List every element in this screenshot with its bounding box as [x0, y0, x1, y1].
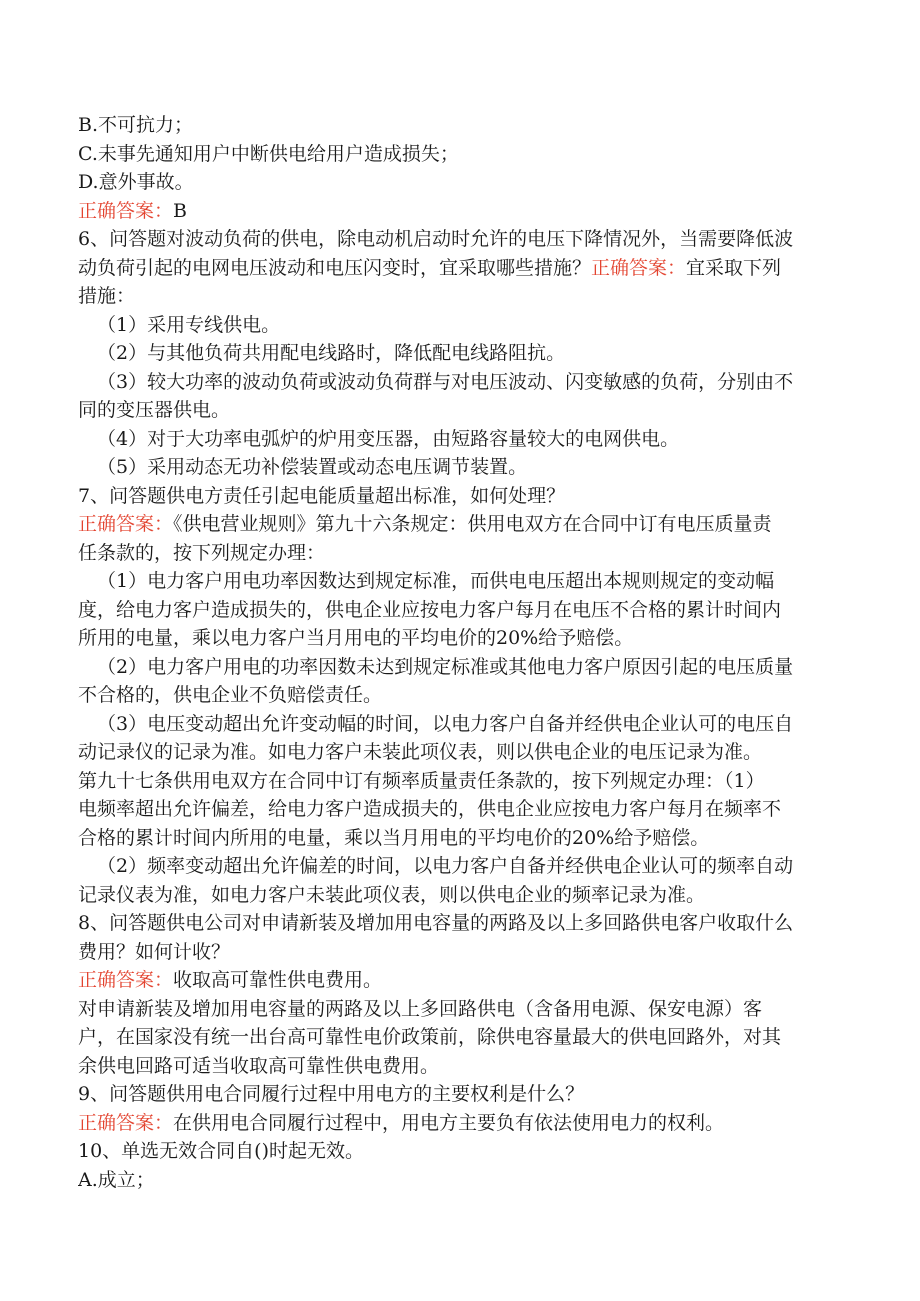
text-segment: 同的变压器供电。: [78, 399, 231, 421]
text-segment: 8、问答题供电公司对申请新装及增加用电容量的两路及以上多回路供电客户收取什么: [78, 912, 794, 934]
text-line: [78, 1137, 836, 1166]
answer-label: 正确答案：: [78, 969, 174, 991]
text-segment: 户，在国家没有统一出台高可靠性电价政策前，除供电容量最大的供电回路外，对其: [78, 1026, 782, 1048]
text-line: [78, 168, 836, 197]
text-line: [78, 824, 836, 853]
text-line: [78, 681, 836, 710]
text-segment: 宜采取下列: [686, 256, 782, 279]
text-line: [78, 339, 836, 368]
answer-label: 正确答案：: [78, 199, 174, 222]
text-segment: （5）采用动态无功补偿装置或动态电压调节装置。: [97, 456, 528, 478]
text-line: [78, 995, 836, 1024]
text-segment: 动记录仪的记录为准。如电力客户未装此项仪表，则以供电企业的电压记录为准。: [78, 741, 763, 763]
document-page: [78, 111, 836, 1194]
text-segment: D.意外事故。: [78, 171, 194, 193]
text-line: [78, 966, 836, 995]
text-segment: 收取高可靠性供电费用。: [173, 969, 383, 991]
text-segment: 合格的累计时间内所用的电量，乘以当月用电的平均电价的20%给予赔偿。: [78, 826, 710, 849]
text-line: [78, 710, 836, 739]
text-line: [78, 596, 836, 625]
text-line: [78, 567, 836, 596]
text-segment: 9、问答题供用电合同履行过程中用电方的主要权利是什么？: [78, 1083, 585, 1105]
text-line: [78, 368, 836, 397]
text-segment: 度，给电力客户造成损失的，供电企业应按电力客户每月在电压不合格的累计时间内: [78, 598, 782, 621]
text-segment: 所用的电量，乘以电力客户当月用电的平均电价的20%给予赔偿。: [78, 627, 634, 649]
text-segment: （3）电压变动超出允许变动幅的时间，以电力客户自备并经供电企业认可的电压自: [97, 712, 794, 735]
text-segment: B.不可抗力；: [78, 114, 194, 136]
text-line: [78, 282, 836, 311]
text-segment: 记录仪表为准，如电力客户未装此项仪表，则以供电企业的频率记录为准。: [78, 883, 706, 906]
text-segment: C.未事先通知用户中断供电给用户造成损失；: [78, 142, 459, 165]
text-segment: 措施：: [78, 285, 136, 307]
text-segment: （1）采用专线供电。: [97, 313, 281, 336]
text-segment: 7、问答题供电方责任引起电能质量超出标准，如何处理？: [78, 484, 566, 507]
answer-label: 正确答案：: [78, 1111, 174, 1134]
text-segment: 在供用电合同履行过程中，用电方主要负有依法使用电力的权利。: [173, 1111, 725, 1134]
text-line: [78, 624, 836, 653]
text-segment: （2）与其他负荷共用配电线路时，降低配电线路阻抗。: [97, 342, 566, 364]
text-line: [78, 852, 836, 881]
text-line: [78, 539, 836, 568]
text-line: [78, 225, 836, 254]
text-line: [78, 396, 836, 425]
text-line: [78, 938, 836, 967]
text-line: [78, 111, 836, 140]
text-segment: 余供电回路可适当收取高可靠性供电费用。: [78, 1054, 440, 1077]
text-segment: （4）对于大功率电弧炉的炉用变压器，由短路容量较大的电网供电。: [97, 427, 680, 450]
text-line: [78, 881, 836, 910]
text-line: [78, 254, 836, 283]
text-segment: 电频率超出允许偏差，给电力客户造成损夫的，供电企业应按电力客户每月在频率不: [78, 798, 782, 820]
text-line: [78, 140, 836, 169]
text-segment: （2）频率变动超出允许偏差的时间，以电力客户自备并经供电企业认可的频率自动: [97, 855, 794, 877]
text-segment: B: [173, 199, 187, 222]
text-segment: （2）电力客户用电的功率因数未达到规定标准或其他电力客户原因引起的电压质量: [97, 655, 794, 678]
text-line: [78, 1023, 836, 1052]
text-line: [78, 197, 836, 226]
text-segment: 动负荷引起的电网电压波动和电压闪变时，宜采取哪些措施？: [78, 256, 592, 279]
text-segment: 不合格的，供电企业不负赔偿责任。: [78, 684, 383, 706]
text-segment: 任条款的，按下列规定办理：: [78, 541, 326, 564]
text-segment: 10、单选无效合同自()时起无效。: [78, 1140, 365, 1162]
text-line: [78, 738, 836, 767]
text-line: [78, 1109, 836, 1138]
text-line: [78, 795, 836, 824]
text-segment: 对申请新装及增加用电容量的两路及以上多回路供电（含备用电源、保安电源）客: [78, 997, 763, 1020]
text-segment: 《供电营业规则》第九十六条规定：供用电双方在合同中订有电压质量责: [173, 513, 772, 535]
text-line: [78, 1052, 836, 1081]
text-line: [78, 1080, 836, 1109]
text-segment: （3）较大功率的波动负荷或波动负荷群与对电压波动、闪变敏感的负荷，分别由不: [97, 370, 794, 393]
text-line: [78, 1166, 836, 1195]
text-line: [78, 311, 836, 340]
text-line: [78, 510, 836, 539]
text-line: [78, 482, 836, 511]
text-line: [78, 653, 836, 682]
text-segment: 6、问答题对波动负荷的供电，除电动机启动时允许的电压下降情况外，当需要降低波: [78, 228, 794, 250]
text-segment: 费用？如何计收？: [78, 940, 231, 963]
text-line: [78, 425, 836, 454]
text-segment: （1）电力客户用电功率因数达到规定标准，而供电电压超出本规则规定的变动幅: [97, 570, 775, 592]
text-segment: A.成立；: [78, 1168, 155, 1191]
answer-label: 正确答案：: [78, 513, 174, 535]
answer-label: 正确答案：: [591, 256, 687, 279]
text-line: [78, 909, 836, 938]
text-segment: 第九十七条供用电双方在合同中订有频率质量责任条款的，按下列规定办理：（1）: [78, 769, 765, 792]
text-line: [78, 767, 836, 796]
text-line: [78, 453, 836, 482]
